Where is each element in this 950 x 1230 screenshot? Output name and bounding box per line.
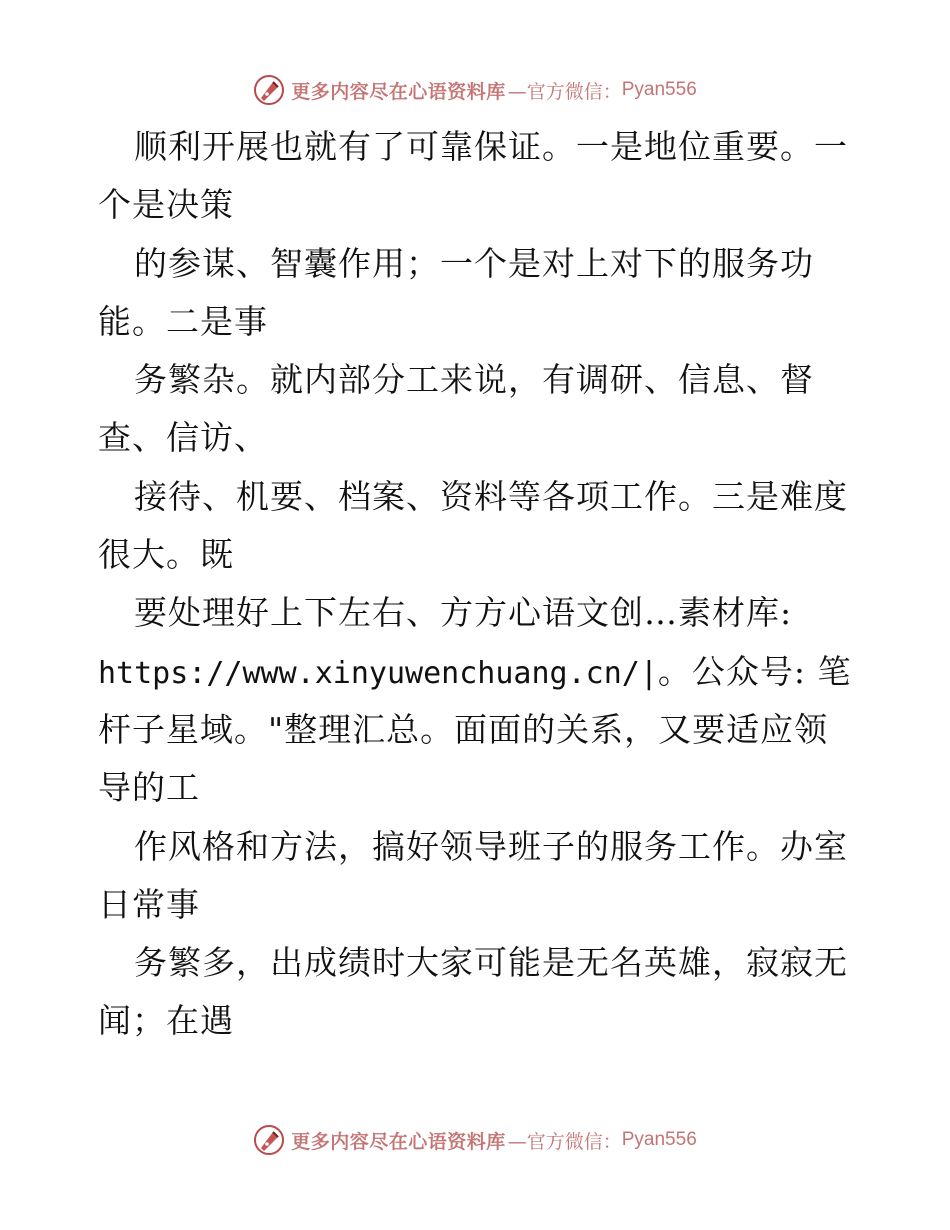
text-line: 查、信访、 xyxy=(98,418,268,458)
banner-official-label: —官方微信： xyxy=(507,1130,622,1153)
text-line: 很大。既 xyxy=(98,535,234,575)
banner-text: 更多内容尽在心语资料库 xyxy=(291,80,506,103)
footer-banner xyxy=(0,1120,950,1160)
pen-nib-logo-icon xyxy=(253,74,285,106)
text-line: 个是决策 xyxy=(98,185,234,225)
text-line: 接待、机要、档案、资料等各项工作。三是难度 xyxy=(134,476,848,516)
url-text: https://www.xinyuwenchuang.cn/| xyxy=(98,655,658,691)
text-line: 务繁杂。就内部分工来说，有调研、信息、督 xyxy=(134,360,814,400)
pen-nib-logo-icon xyxy=(253,1124,285,1156)
text-line: 要处理好上下左右、方方心语文创…素材库: xyxy=(134,593,793,633)
banner-text: 更多内容尽在心语资料库 xyxy=(291,1130,506,1153)
text-line: 杆子星域。"整理汇总。面面的关系，又要适应领 xyxy=(98,709,829,749)
text-line: 日常事 xyxy=(98,884,200,924)
text-line: 导的工 xyxy=(98,768,200,808)
text-line: 能。二是事 xyxy=(98,301,268,341)
text-line: 的参谋、智囊作用；一个是对上对下的服务功 xyxy=(134,243,814,283)
banner-official-label: —官方微信： xyxy=(507,80,622,103)
banner-wechat-id: Pyan556 xyxy=(621,1129,697,1150)
banner-wechat-id: Pyan556 xyxy=(621,79,697,100)
text-line: 务繁多，出成绩时大家可能是无名英雄，寂寂无 xyxy=(134,943,848,983)
text-line: 顺利开展也就有了可靠保证。一是地位重要。一 xyxy=(134,127,848,166)
text-fragment: 。公众号: 笔 xyxy=(657,651,852,691)
header-banner xyxy=(0,70,950,110)
text-line-url xyxy=(98,643,858,701)
document-body xyxy=(98,118,858,1051)
text-line: 闻；在遇 xyxy=(98,1001,234,1041)
text-line: 作风格和方法，搞好领导班子的服务工作。办室 xyxy=(134,826,848,866)
